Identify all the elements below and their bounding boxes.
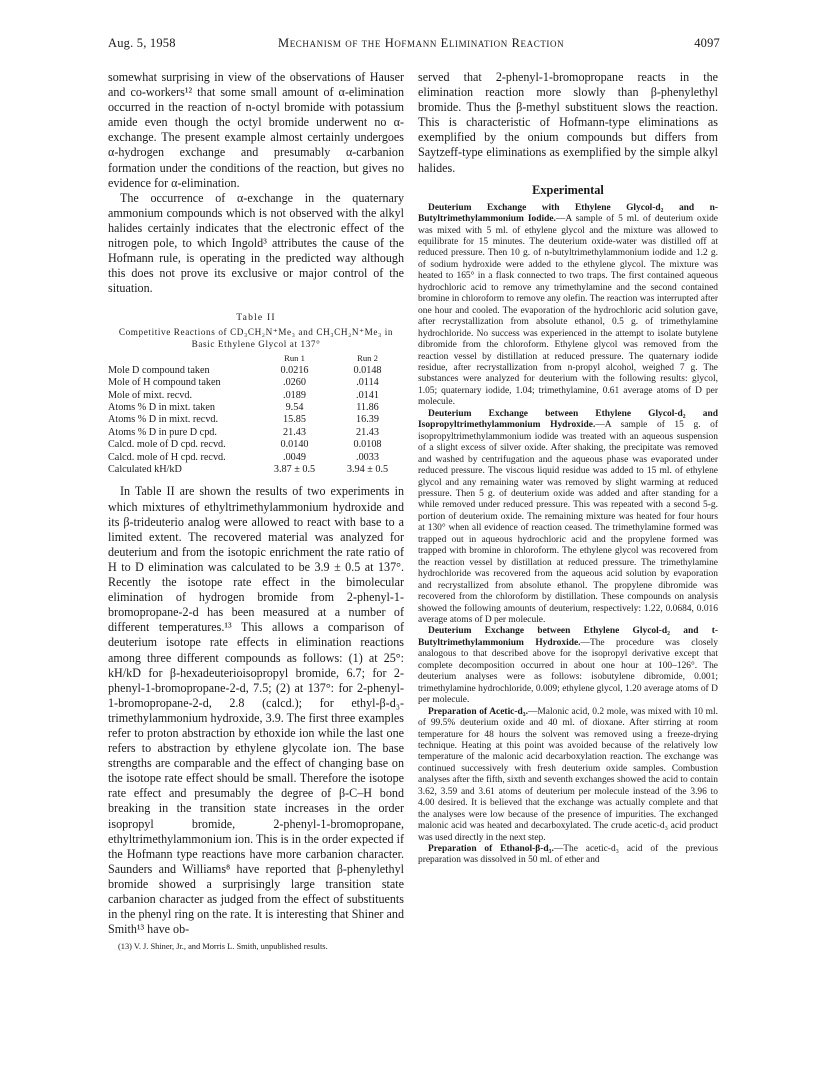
table-row [108, 439, 404, 451]
table-header-run-2: Run 2 [357, 353, 378, 364]
left-column [108, 70, 404, 952]
table-cell-run-1: .0260 [283, 377, 306, 389]
running-header [108, 36, 720, 56]
table-row [108, 390, 404, 402]
experiment-2-body: —A sample of 15 g. of isopropyltrimethylammonium iodide was treated with an aqueous suspension of a slight excess of silver oxide. After shaking, the precipitate was removed and washed by centrifugation and the aqueous phase was evaporated under reduced pressure. The viscous liquid residue was added to 15 ml. of ethylene glycol and any remaining water was removed by slight warming at reduced pressure. Then 5 g. of deuterium oxide was added and after standing for a while removed under reduced pressure. This was repeated with a second 5-g. portion of deuterium oxide. The remaining mixture was heated for four hours at 130° when all evidence of reaction ceased. The trimethylamine formed was trapped out in aqueous hydrochloric acid and the propylene formed was trapped with bromine in chloroform. The ethylene glycol was recovered from the reaction vessel by distillation at reduced pressure. The trimethylamine hydrochloride was recovered from the aqueous acid solution by evaporation and recrystallized from absolute ethanol. The propylene dibromide was recovered from the chloroform by distillation. These compounds on analysis showed the following amounts of deuterium, respectively: 1.22, 0.0684, 0.016 average atoms of D per molecule. [418, 420, 719, 625]
table-cell-run-2: 11.86 [356, 402, 379, 414]
table-cell-run-1: 21.43 [283, 426, 306, 438]
table-cell-run-2: .0141 [356, 389, 379, 401]
table-cell-run-2: 3.94 ± 0.5 [346, 464, 389, 476]
table-header-run-1: Run 1 [284, 353, 305, 364]
table-cell-label: Calcd. mole of H cpd. recvd. [108, 451, 226, 463]
table-cell-label: Mole D compound taken [108, 364, 210, 376]
table-cell-run-1: .0049 [283, 451, 306, 463]
experiment-5-body: —The acetic-d₃ acid of the previous preparation was dissolved in 50 ml. of ether and [418, 844, 718, 866]
table-cell-run-1: 3.87 ± 0.5 [273, 464, 316, 476]
header-page-number: 4097 [694, 36, 720, 50]
left-paragraph-3: In Table II are shown the results of two experiments in which mixtures of ethyltrimethylammonium hydroxide and its β-trideuterio analog were allowed to react with base to a limited extent. The recovered material was analyzed for deuterium and from the isotopic enrichment the rate ratio of H to D elimination was calculated to be 3.9 ± 0.5 at 137°. Recently the isotope rate effect in the bimolecular elimination of hydrogen bromide from 2-phenyl-1-bromopropane-2-d has been measured at a number of different temperatures.¹³ This allows a comparison of deuterium isotope rate effects in elimination reactions among three different compounds as follows: (1) at 25°: kH/kD for β-hexadeuterioisopropyl bromide, 6.7; for 2-phenyl-1-bromopropane-2-d, 7.5; (2) at 137°: for 2-phenyl-1-bromopropane-2-d, 2.8 (calcd.); for ethyl-β-d₃-trimethylammonium hydroxide, 3.9. The first three examples refer to proton abstraction by ethoxide ion while the last one refers to abstraction by ethylene glycolate ion. The base strengths are comparable and the effect of changing base on the isotope rate effect should be small. Therefore the isotope rate effect and presumably the degree of β-C–H bond breaking in the transition state increases in the order isopropyl bromide, 2-phenyl-1-bromopropane, ethyltrimethylammonium ion. This is in the order expected if the Hofmann type reactions have more carbanion character. Saunders and Williams⁸ have reported that β-phenylethyl bromide showed a surprisingly large transition state carbanion character as judged from the effect of substituents in the phenyl ring on the rate. It is interesting that Shiner and Smith¹³ have ob- [108, 484, 404, 937]
experiment-1-heading: Deuterium Exchange with Ethylene Glycol-d₂ and n-Butyltrimethylammonium Iodide. [418, 202, 718, 225]
right-paragraph-1: served that 2-phenyl-1-bromopropane reacts in the elimination reaction more slowly than β-phenylethyl bromide. Thus the β-methyl substituent slows the reaction. This is characteristic of Hofmann-type eliminations as exemplified by the onium compounds but differs from Saytzeff-type eliminations as exemplified by the simple alkyl halides. [418, 70, 718, 175]
table-cell-label: Atoms % D in mixt. recvd. [108, 414, 219, 426]
right-column [418, 70, 718, 867]
table-cell-run-2: 0.0148 [353, 364, 382, 376]
table-title: Table II [236, 312, 276, 324]
table-cell-run-2: 21.43 [356, 426, 379, 438]
experiment-4-body: —Malonic acid, 0.2 mole, was mixed with 10 ml. of 99.5% deuterium oxide and 40 ml. of dioxane. After stirring at room temperature for 48 hours the solvent was removed using a freeze-drying technique. Heating at this point was avoided because of the relatively low temperature of the malonic acid decarboxylation reaction. The exchange was continued successively with fresh deuterium oxide samples. Combustion analyses after the fifth, sixth and seventh exchanges showed the acid to contain 3.62, 3.59 and 3.61 atoms of deuterium per molecule instead of the 3.96 to 4.00 desired. It is believed that the exchange was actually complete and that the analyses were low because of the presence of impurities. The exchanged malonic acid was heated and decarboxylated. The crude acetic-d₃ acid product was used directly in the next step. [418, 706, 719, 843]
table-cell-label: Calcd. mole of D cpd. recvd. [108, 439, 226, 451]
experiment-3-heading: Deuterium Exchange between Ethylene Glycol-d₂ and t-Butyltrimethylammonium Hydroxide. [418, 626, 718, 648]
left-paragraph-1: somewhat surprising in view of the observations of Hauser and co-workers¹² that some small amount of α-elimination occurred in the reaction of n-octyl bromide with potassium amide even though the octyl bromide underwent no α-exchange. The present example almost certainly undergoes α-hydrogen exchange and presumably α-carbanion formation under the conditions of the reaction, but gives no evidence for α-elimination. [108, 70, 404, 190]
table-cell-run-1: 0.0140 [280, 439, 309, 451]
experiment-4 [418, 707, 718, 844]
isotope-table [108, 352, 404, 476]
experiment-5-heading: Preparation of Ethanol-β-d₃. [428, 844, 554, 855]
table-cell-run-1: 9.54 [285, 402, 304, 414]
table-row [108, 452, 404, 464]
table-row [108, 377, 404, 389]
table-caption: Competitive Reactions of CD₃CH₂N⁺Me₃ and CH₃CH₂N⁺Me₃ in Basic Ethylene Glycol at 137° [118, 327, 394, 350]
experiment-2-heading: Deuterium Exchange between Ethylene Glycol-d₂ and Isopropyltrimethylammonium Hydroxide. [418, 408, 718, 431]
table-cell-run-1: .0189 [283, 389, 306, 401]
table-cell-label: Mole of mixt. recvd. [108, 389, 193, 401]
experiment-3 [418, 626, 718, 706]
table-row [108, 464, 404, 476]
table-cell-run-2: .0033 [356, 451, 379, 463]
table-cell-run-1: 15.85 [283, 414, 306, 426]
table-cell-run-1: 0.0216 [280, 364, 309, 376]
experiment-2 [418, 409, 718, 627]
table-row [108, 365, 404, 377]
experiment-1-body: —A sample of 5 ml. of deuterium oxide was mixed with 5 ml. of ethylene glycol and the mixture was allowed to equilibrate for 15 minutes. The deuterium oxide-water was distilled off at reduced pressure. Then 10 g. of n-butyltrimethylammonium iodide and 1.2 g. of sodium hydroxide were added to the ethylene glycol. The mixture was heated to 165° in a flask connected to two traps. The first contained aqueous hydrochloric acid to remove any trimethylamine and the second contained bromine in chloroform to remove any olefin. The reaction was interrupted after one hour and cooled. The evaporation of the hydrochloric acid solution gave, after recrystallization from absolute ethanol, 0.5 g. of trimethylamine hydrochloride. No success was experienced in the attempt to isolate butylene dibromide from the chloroform. Ethylene glycol was removed from the reaction vessel by distillation at reduced pressure. The quaternary iodide residue, after recrystallization from n-propyl alcohol, weighed 7 g. The substances were analyzed for deuterium with the following results: glycol, 1.05; quaternary iodide, 1.04; trimethylamine, 0.61 average atoms of D per molecule. [418, 214, 718, 408]
table-cell-run-2: 0.0108 [353, 439, 382, 451]
table-row [108, 414, 404, 426]
header-date: Aug. 5, 1958 [108, 36, 176, 50]
section-heading-experimental: Experimental [532, 182, 604, 197]
experiment-3-body: —The procedure was closely analogous to that described above for the isopropyl derivative except that complete decomposition occurred in about one hour at 100–126°. The deuterium analyses were as follows: isobutylene dibromide, 0.001; trimethylamine hydrochloride, 0.009; ethylene glycol, 1.20 average atoms of D per molecule. [418, 637, 719, 706]
footnote: (13) V. J. Shiner, Jr., and Morris L. Smith, unpublished results. [118, 942, 328, 952]
table-cell-run-2: .0114 [356, 377, 379, 389]
table-cell-label: Mole of H compound taken [108, 377, 221, 389]
table-header-row [108, 352, 404, 364]
table-cell-label: Atoms % D in mixt. taken [108, 402, 215, 414]
table-cell-label: Calculated kH/kD [108, 464, 182, 476]
experiment-5 [418, 844, 718, 867]
header-running-title: Mechanism of the Hofmann Elimination Reaction [278, 36, 565, 50]
table-cell-label: Atoms % D in pure D cpd. [108, 426, 217, 438]
experiment-1 [418, 203, 718, 409]
table-header-blank [108, 352, 258, 364]
table-row [108, 427, 404, 439]
experiment-4-heading: Preparation of Acetic-d₃. [428, 706, 528, 717]
table-row [108, 402, 404, 414]
left-paragraph-2: The occurrence of α-exchange in the quaternary ammonium compounds which is not observed with the alkyl halides certainly indicates that the electronic effect of the nitrogen pole, to which Ingold³ attributes the cause of the Hofmann rule, is operating in the predicted way although this does not prove its exclusive or major control of the situation. [108, 190, 404, 296]
table-body [108, 365, 404, 477]
table-cell-run-2: 16.39 [356, 414, 379, 426]
